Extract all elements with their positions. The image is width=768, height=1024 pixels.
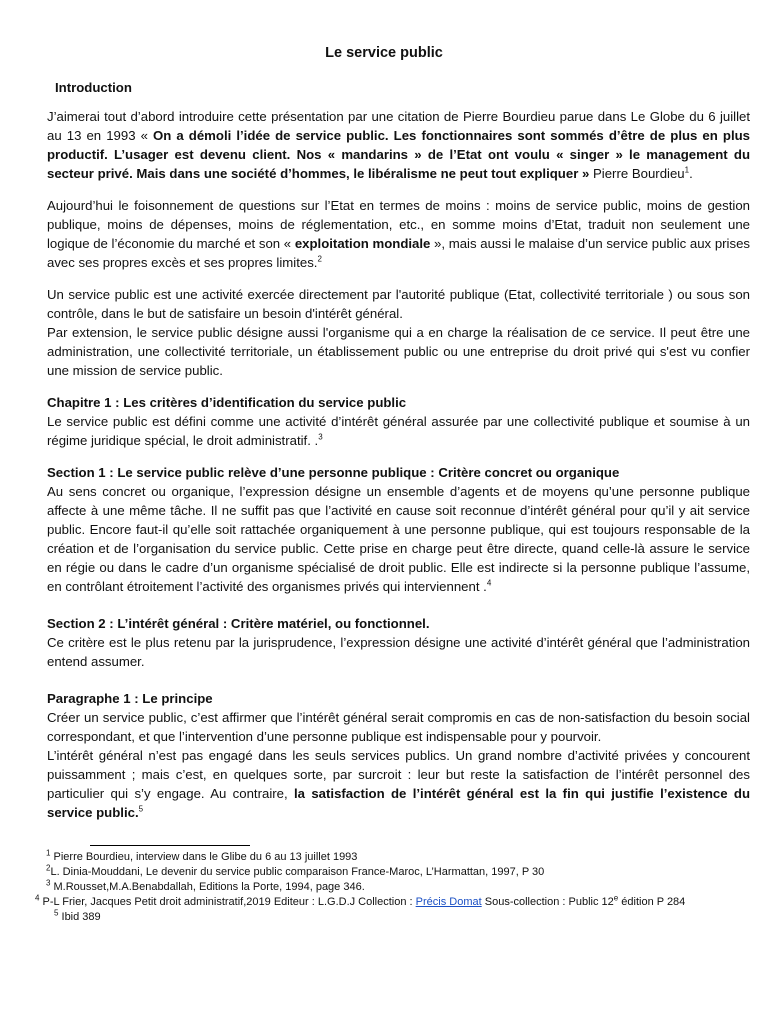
footnote-2 — [30, 865, 720, 880]
section-1 — [47, 463, 750, 596]
section-2-heading: Section 2 : L’intérêt général : Critère matériel, ou fonctionnel. — [47, 616, 430, 631]
paragraph-1-continued — [47, 746, 750, 822]
chapter-1-heading: Chapitre 1 : Les critères d’identification du service public — [47, 395, 407, 410]
footnote-4-number: 4 — [35, 893, 40, 903]
section-2-text: Ce critère est le plus retenu par la jurisprudence, l’expression désigne une activité d’intérêt général que l’administration entend assumer. — [47, 635, 750, 669]
section-1-text: Au sens concret ou organique, l’expression désigne un ensemble d’agents et de moyens qu’une personne publique affecte à une même tâche. Il ne suffit pas que l’activité en cause soit reconnue d’intérêt général pour qu’il y ait service public. Encore faut-il qu’elle soit rattachée organiquement à une personne publique, qui est toujours responsable de la création et de l’organisation du service public. Cette prise en charge peut être directe, quand celle-là assure le service en régie ou dans le cadre d’un organisme spécialisé de droit public. Elle est indirecte si la personne publique l’assume, en contrôlant étroitement l’activité des organismes privés qui interviennent . — [47, 484, 750, 594]
paragraph-definition: Un service public est une activité exercée directement par l'autorité publique (Etat, collectivité territoriale ) ou sous son contrôle, dans le but de satisfaire un besoin d'intérêt général. — [47, 287, 750, 321]
intro-heading: Introduction — [55, 80, 132, 95]
footnote-4 — [30, 895, 720, 910]
today-text-c: », mais aussi le malaise d’un service public aux prises avec ses propres excès et ses propres limites. — [47, 236, 750, 270]
paragraph-quote — [47, 107, 750, 183]
footnote-1-text: Pierre Bourdieu, interview dans le Glibe du 6 au 13 juillet 1993 — [50, 851, 358, 863]
quote-lead: J’aimerai tout d’abord introduire cette présentation par une citation de Pierre Bourdieu parue dans Le Globe du 6 juillet au 13 en 1993 « — [47, 109, 750, 143]
paragraph-extension: Par extension, le service public désigne aussi l'organisme qui a en charge la réalisation de ce service. Il peut être une administration, une collectivité territoriale, un établissement public ou une entreprise du droit privé qui s'est vu confier une mission de service public. — [47, 325, 750, 378]
footnote-ref-4[interactable]: 4 — [486, 578, 492, 588]
footnotes — [30, 850, 720, 925]
chapter-1 — [47, 393, 750, 450]
paragraph-1-emphasis: la satisfaction de l’intérêt général est la fin qui justifie l’existence du service public. — [47, 786, 750, 820]
paragraph-1-text-2: L’intérêt général n’est pas engagé dans les seuls services publics. Un grand nombre d’activité privées y concourent puissamment ; mais c’est, en quelques sorte, par surcroit : leur but reste la satisfaction de l’intérêt personnel des particulier qui s’y engage. Au contraire, — [47, 748, 750, 801]
quote-text: On a démoli l’idée de service public. Les fonctionnaires sont sommés d’être de plus en plus productif. L’usager est devenu client. Nos « mandarins » de l’Etat ont voulu « singer » le management du secteur privé. Mais dans une société d’hommes, le libéralisme ne peut tout expliquer » — [47, 128, 750, 181]
footnote-ref-2[interactable]: 2 — [317, 254, 322, 264]
footnote-1-number: 1 — [46, 848, 51, 858]
footnote-5-number: 5 — [54, 908, 59, 918]
footnote-3-text: M.Rousset,M.A.Benabdallah, Editions la Porte, 1994, page 346. — [50, 881, 365, 893]
footnote-4-text-b: Sous-collection : Public 12 — [481, 896, 614, 908]
footnote-separator — [90, 845, 250, 846]
paragraph-1 — [47, 689, 750, 746]
footnote-ref-5[interactable]: 5 — [138, 804, 144, 814]
footnote-ref-1[interactable]: 1 — [684, 165, 690, 175]
footnote-4-text-c: édition P 284 — [618, 896, 686, 908]
footnote-3-number: 3 — [46, 878, 51, 888]
today-emphasis: exploitation mondiale — [294, 236, 431, 251]
paragraph-today — [47, 196, 750, 272]
today-text-a: Aujourd’hui le foisonnement de questions sur l’Etat en termes de moins : moins de service public, moins de gestion publique, moins de dépenses, moins de réglementation, etc., en somme moins d’Etat, traduit non seulement une logique de l’économie du marché et son « — [47, 198, 750, 251]
quote-author: Pierre Bourdieu — [589, 166, 685, 181]
footnote-5-text: Ibid 389 — [58, 911, 101, 923]
document-title: Le service public — [325, 45, 443, 61]
quote-end: . — [689, 166, 693, 181]
chapter-1-text: Le service public est défini comme une activité d’intérêt général assurée par une collectivité publique et soumise à un régime juridique spécial, le droit administratif. . — [47, 414, 750, 448]
section-2 — [47, 614, 750, 671]
footnote-1 — [30, 850, 720, 865]
footnote-4-superscript: e — [613, 893, 619, 903]
precis-domat-link[interactable]: Précis Domat — [415, 896, 482, 908]
footnote-4-text-a: P-L Frier, Jacques Petit droit administratif,2019 Editeur : L.G.D.J Collection : — [39, 896, 416, 908]
footnote-5 — [30, 910, 720, 925]
paragraph-1-text-1: Créer un service public, c’est affirmer que l’intérêt général serait compromis en cas de non-satisfaction du besoin social correspondant, et que l’intervention d’une personne publique est indispensable pour y pourvoir. — [47, 710, 750, 744]
footnote-2-number: 2 — [46, 863, 51, 873]
paragraph-1-heading: Paragraphe 1 : Le principe — [47, 691, 213, 706]
footnote-ref-3[interactable]: 3 — [318, 432, 323, 442]
section-1-heading: Section 1 : Le service public relève d’une personne publique : Critère concret ou organique — [47, 465, 620, 480]
footnote-2-text: L. Dinia-Mouddani, Le devenir du service public comparaison France-Maroc, L’Harmattan, 1997, P 30 — [50, 866, 545, 878]
document-body — [47, 107, 750, 835]
